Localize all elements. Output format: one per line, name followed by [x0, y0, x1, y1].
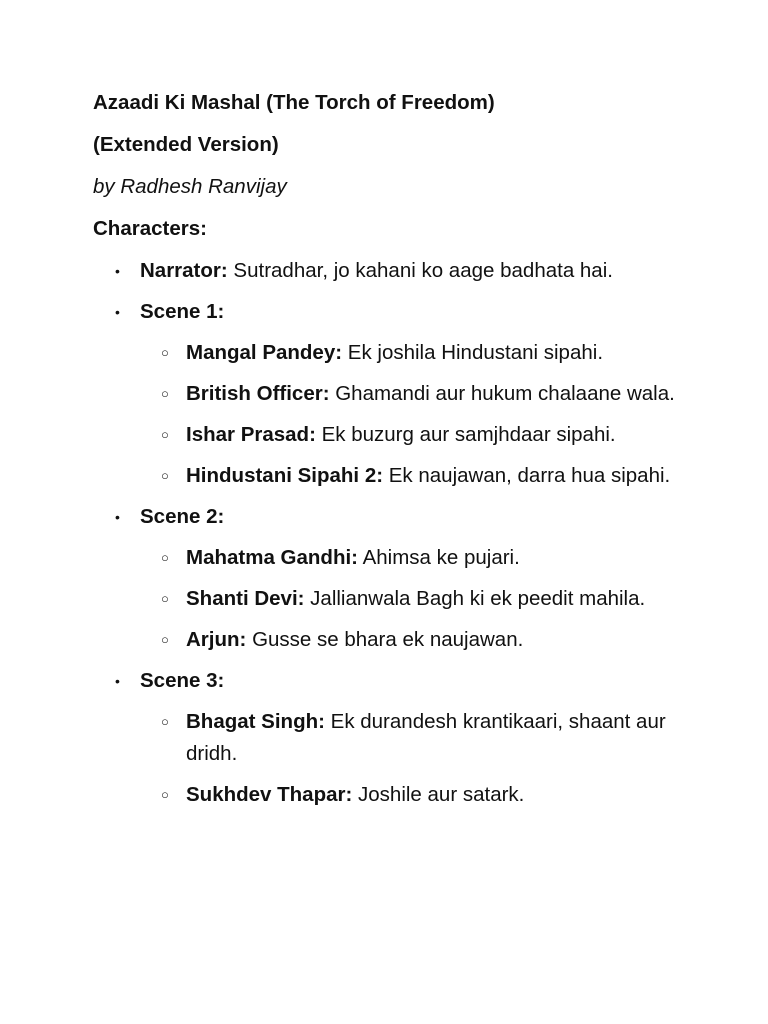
- bullet-icon: •: [115, 509, 120, 525]
- character-description: Jallianwala Bagh ki ek peedit mahila.: [310, 587, 646, 610]
- hollow-bullet-icon: ○: [161, 345, 169, 360]
- document-subtitle: (Extended Version): [93, 133, 279, 156]
- hollow-bullet-icon: ○: [161, 632, 169, 647]
- bullet-icon: •: [115, 673, 120, 689]
- character-name: Shanti Devi:: [186, 587, 305, 610]
- scene-3-characters: [140, 703, 713, 817]
- scene-1-characters: [140, 334, 713, 498]
- list-item: [93, 539, 713, 580]
- character-name: Ishar Prasad:: [186, 423, 316, 446]
- hollow-bullet-icon: ○: [161, 427, 169, 442]
- character-name: British Officer:: [186, 382, 330, 405]
- list-item: [93, 334, 713, 375]
- character-description: Joshile aur satark.: [358, 783, 525, 806]
- scene-2-section: [93, 498, 713, 662]
- scene-label: Scene 2:: [140, 505, 225, 528]
- character-description: Gusse se bhara ek naujawan.: [252, 628, 524, 651]
- hollow-bullet-icon: ○: [161, 591, 169, 606]
- list-item: [93, 416, 713, 457]
- list-item: [93, 621, 713, 662]
- scene-2-characters: [140, 539, 713, 662]
- list-item: [93, 703, 713, 776]
- hollow-bullet-icon: ○: [161, 714, 169, 729]
- scene-3-section: [93, 662, 713, 817]
- character-name: Hindustani Sipahi 2:: [186, 464, 384, 487]
- character-name: Bhagat Singh:: [186, 710, 325, 733]
- document-title: Azaadi Ki Mashal (The Torch of Freedom): [93, 91, 495, 114]
- character-description: Ek naujawan, darra hua sipahi.: [388, 464, 671, 487]
- character-description: Ek buzurg aur samjhdaar sipahi.: [321, 423, 616, 446]
- characters-heading: Characters:: [93, 217, 207, 240]
- hollow-bullet-icon: ○: [161, 787, 169, 802]
- scene-1-section: [93, 293, 713, 498]
- document-page: [93, 84, 713, 817]
- character-name: Narrator:: [140, 259, 228, 282]
- character-name: Mahatma Gandhi:: [186, 546, 358, 569]
- character-description: Sutradhar, jo kahani ko aage badhata hai.: [233, 259, 613, 282]
- character-description: Ek joshila Hindustani sipahi.: [347, 341, 604, 364]
- character-name: Arjun:: [186, 628, 247, 651]
- list-item: [93, 580, 713, 621]
- list-item-text: [140, 252, 713, 293]
- bullet-icon: •: [115, 304, 120, 320]
- characters-list: [93, 252, 713, 817]
- hollow-bullet-icon: ○: [161, 386, 169, 401]
- list-item: [93, 375, 713, 416]
- list-item: [93, 457, 713, 498]
- character-name: Sukhdev Thapar:: [186, 783, 353, 806]
- hollow-bullet-icon: ○: [161, 468, 169, 483]
- list-item: [93, 776, 713, 817]
- hollow-bullet-icon: ○: [161, 550, 169, 565]
- character-description: Ahimsa ke pujari.: [362, 546, 520, 569]
- character-name: Mangal Pandey:: [186, 341, 343, 364]
- character-description: Ghamandi aur hukum chalaane wala.: [335, 382, 675, 405]
- bullet-icon: •: [115, 263, 120, 279]
- list-item-narrator: [93, 252, 713, 293]
- scene-label: Scene 3:: [140, 669, 225, 692]
- character-description: Ek durandesh krantikaari, shaant aur dridh.: [186, 710, 666, 765]
- scene-label: Scene 1:: [140, 300, 225, 323]
- document-author: by Radhesh Ranvijay: [93, 175, 287, 198]
